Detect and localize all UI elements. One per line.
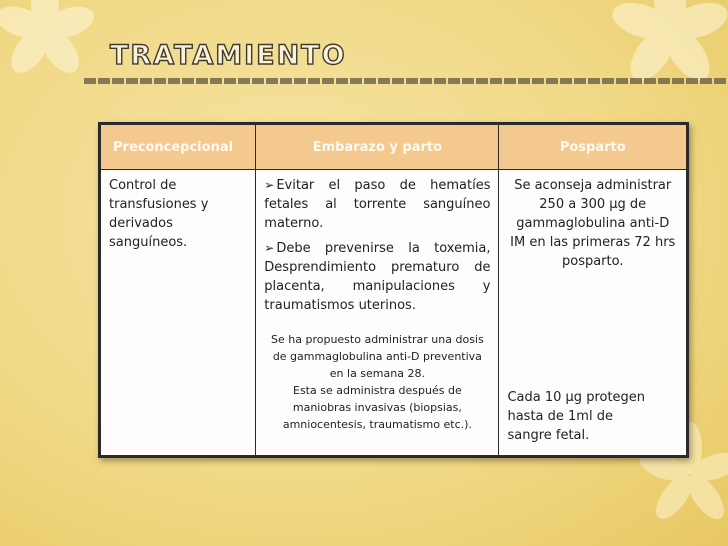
table-header-row [101, 125, 687, 170]
preconcepcional-text: Control de transfusiones y derivados sanguíneos. [109, 178, 209, 250]
bullet-item: ➢ Debe prevenirse la toxemia, Desprendimiento prematuro de placenta, manipulaciones y traumatismos uterinos. [264, 239, 490, 315]
cell-preconcepcional [101, 170, 256, 456]
header-preconcepcional: Preconcepcional [101, 125, 256, 170]
cell-embarazo-parto [256, 170, 499, 456]
title-underline [84, 78, 728, 84]
header-embarazo-parto: Embarazo y parto [256, 125, 499, 170]
slide-title: TRATAMIENTO [110, 40, 347, 71]
proposal-note: Se ha propuesto administrar una dosis de gammaglobulina anti-D preventiva en la semana 28. Esta se administra después de maniobras invasivas (biopsias, amniocentesis, traumatismo etc.). [271, 333, 484, 431]
cell-posparto [499, 170, 687, 456]
posparto-advice: Se aconseja administrar 250 a 300 µg de gammaglobulina anti-D IM en las primeras 72 hrs posparto. [510, 178, 676, 269]
table-row [101, 170, 687, 456]
bullet-item: ➢ Evitar el paso de hematíes fetales al torrente sanguíneo materno. [264, 176, 490, 233]
flower-decoration-top-left [0, 0, 110, 90]
posparto-note: Cada 10 µg protegen hasta de 1ml de sangre fetal. [507, 390, 646, 443]
treatment-table [98, 122, 689, 458]
header-posparto: Posparto [499, 125, 687, 170]
flower-decoration-top-right [600, 0, 728, 100]
